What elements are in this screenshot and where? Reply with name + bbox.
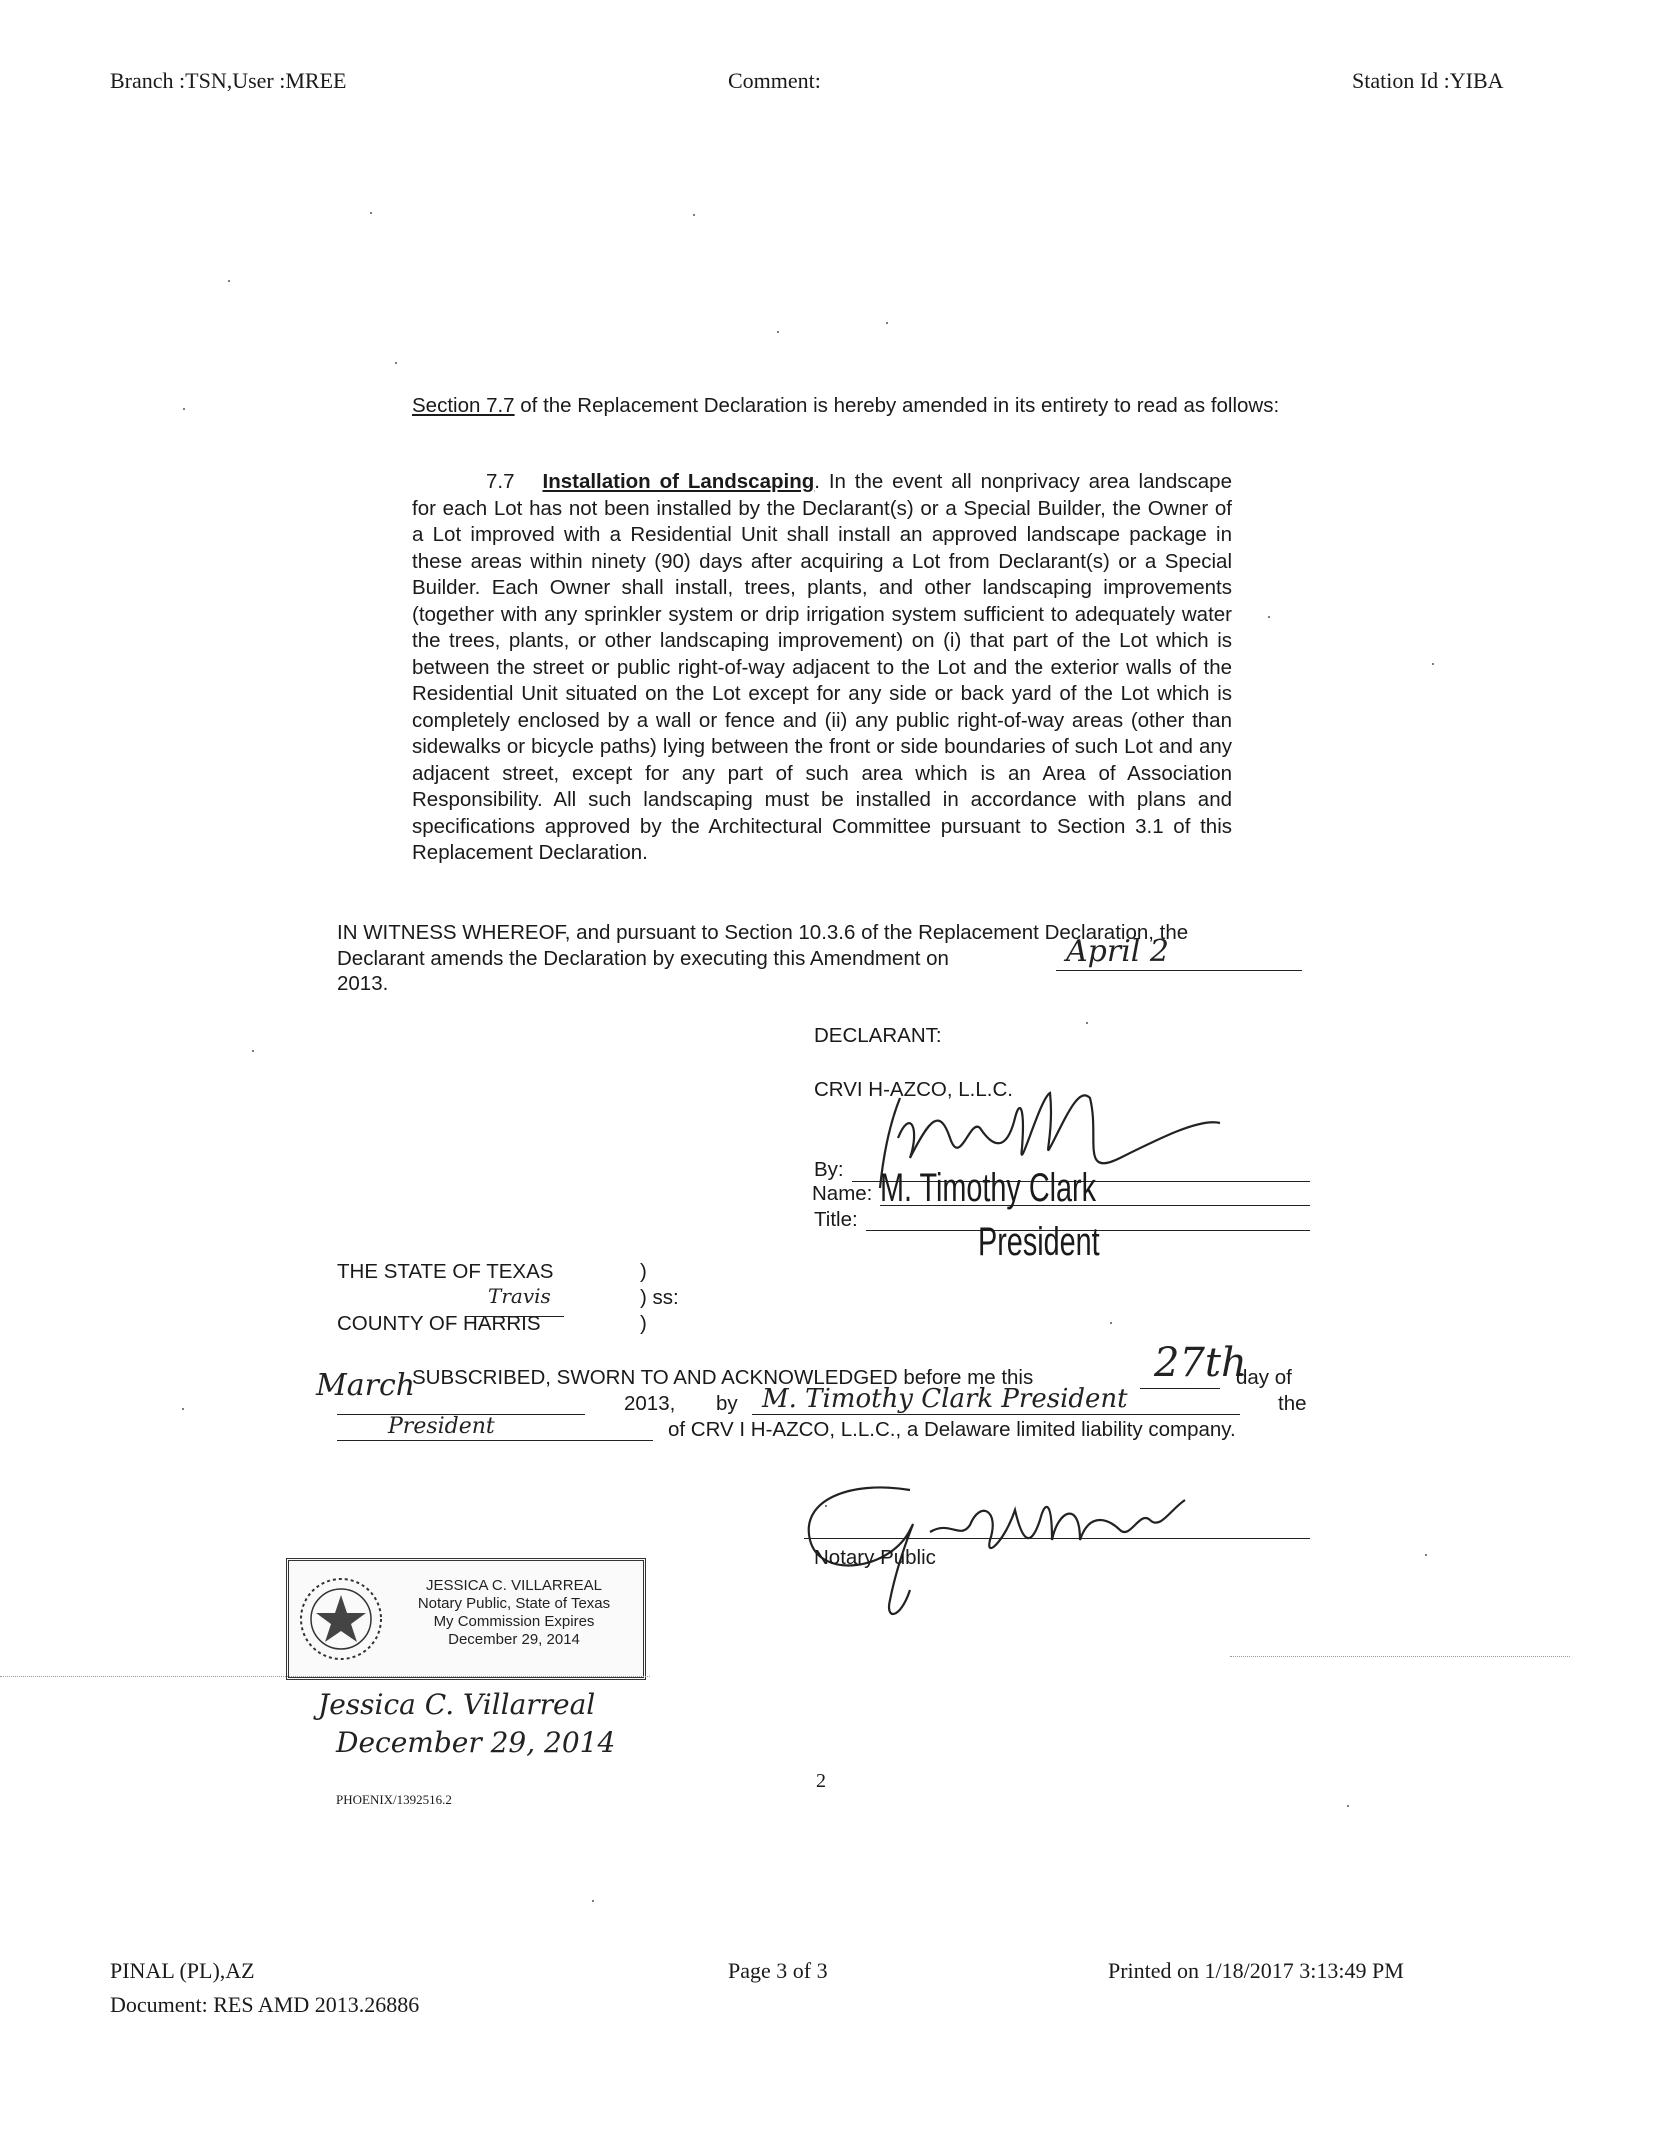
header-branch-user: Branch :TSN,User :MREE xyxy=(110,68,347,93)
item-body: . In the event all nonprivacy area landscape for each Lot has not been installed by the Declarant(s) or a Special Builder, the Owner of a Lot improved with a Residential Unit shall install an approved landscape package in these areas within ninety (90) days after acquiring a Lot from Declarant(s) or a Special Builder. Each Owner shall install, trees, plants, and other landscaping improvements (together with any sprinkler system or drip irrigation system sufficient to adequately water the trees, plants, or other landscaping improvement) on (i) that part of the Lot which is between the street or public right-of-way adjacent to the Lot and the exterior walls of the Residential Unit situated on the Lot except for any side or back yard of the Lot which is completely enclosed by a wall or fence and (ii) any public right-of-way areas (other than sidewalks or bicycle paths) lying between the front or side boundaries of such Lot and any adjacent street, except for any part of such area which is an Area of Association Responsibility. All such landscaping must be installed in accordance with plans and specifications approved by the Architectural Committee pursuant to Section 3.1 of this Replacement Declaration. xyxy=(412,470,1232,864)
county-strikethrough xyxy=(466,1316,564,1317)
name-label: Name: xyxy=(812,1182,873,1205)
footer-page: Page 3 of 3 xyxy=(728,1958,828,1983)
stamp-line-4: December 29, 2014 xyxy=(448,1631,580,1648)
amendment-intro xyxy=(337,393,1309,420)
ack-the: the xyxy=(1278,1392,1307,1415)
ack-capacity: President xyxy=(388,1414,495,1439)
declarant-heading: DECLARANT: xyxy=(814,1024,942,1047)
venue-paren-ss: ) ss: xyxy=(640,1286,679,1309)
venue-state: THE STATE OF TEXAS xyxy=(337,1260,554,1283)
notary-seal-star-icon xyxy=(297,1571,385,1667)
notary-label: Notary Public xyxy=(814,1546,936,1569)
ack-month: March xyxy=(316,1368,416,1403)
header-station-id: Station Id :YIBA xyxy=(1352,68,1504,93)
title-value: President xyxy=(978,1220,1100,1264)
title-label: Title: xyxy=(814,1208,858,1231)
by-label: By: xyxy=(814,1158,844,1181)
scan-artifact-line xyxy=(0,1676,650,1677)
footer-county: PINAL (PL),AZ xyxy=(110,1958,255,1983)
witness-year: 2013. xyxy=(337,972,389,995)
ack-day: 27th xyxy=(1154,1340,1247,1386)
item-number: 7.7 xyxy=(486,470,515,493)
witness-handwritten-date: April 2 xyxy=(1066,934,1170,969)
document-reference: PHOENIX/1392516.2 xyxy=(336,1792,452,1807)
page-number: 2 xyxy=(816,1770,826,1792)
stamp-line-2: Notary Public, State of Texas xyxy=(417,1595,611,1612)
ack-year: 2013, xyxy=(624,1392,676,1415)
ack-by: by xyxy=(716,1392,738,1415)
scan-artifact-line-right xyxy=(1230,1656,1570,1657)
notary-line xyxy=(804,1538,1310,1539)
notary-signature xyxy=(790,1470,1260,1620)
ack-capacity-line xyxy=(337,1440,653,1441)
ack-day-of: day of xyxy=(1236,1366,1292,1389)
ack-text-1: SUBSCRIBED, SWORN TO AND ACKNOWLEDGED before me this xyxy=(412,1366,1034,1389)
name-value: M. Timothy Clark xyxy=(880,1166,1097,1210)
amendment-intro-text: of the Replacement Declaration is hereby amended in its entirety to read as follows: xyxy=(514,394,1280,417)
stamp-line-3: My Commission Expires xyxy=(433,1613,595,1630)
stamp-line-1: JESSICA C. VILLARREAL xyxy=(426,1577,602,1594)
declarant-company: CRVI H-AZCO, L.L.C. xyxy=(814,1078,1013,1101)
venue-county-correction: Travis xyxy=(488,1284,551,1308)
venue-paren-3: ) xyxy=(640,1312,647,1335)
footer-document: Document: RES AMD 2013.26886 xyxy=(110,1992,420,2017)
venue-paren-1: ) xyxy=(640,1260,647,1283)
header-comment: Comment: xyxy=(728,68,821,93)
notary-stamp xyxy=(286,1558,646,1680)
ack-signer: M. Timothy Clark President xyxy=(762,1384,1128,1414)
witness-date-line xyxy=(1056,970,1302,971)
section-7-7 xyxy=(412,469,1232,867)
witness-line-1: IN WITNESS WHEREOF, and pursuant to Section 10.3.6 of the Replacement Declaration, the xyxy=(337,921,1189,944)
witness-line-2: Declarant amends the Declaration by executing this Amendment on xyxy=(337,947,949,970)
ack-signer-line xyxy=(752,1414,1240,1415)
section-reference: Section 7.7 xyxy=(412,394,515,417)
item-title: Installation of Landscaping xyxy=(542,470,815,493)
ack-text-3: of CRV I H-AZCO, L.L.C., a Delaware limited liability company. xyxy=(668,1418,1236,1441)
notary-handwritten-date: December 29, 2014 xyxy=(336,1726,616,1759)
footer-printed: Printed on 1/18/2017 3:13:49 PM xyxy=(1108,1958,1404,1983)
ack-day-line xyxy=(1140,1388,1220,1389)
venue-county: COUNTY OF HARRIS xyxy=(337,1312,541,1335)
notary-handwritten-name: Jessica C. Villarreal xyxy=(318,1688,596,1721)
